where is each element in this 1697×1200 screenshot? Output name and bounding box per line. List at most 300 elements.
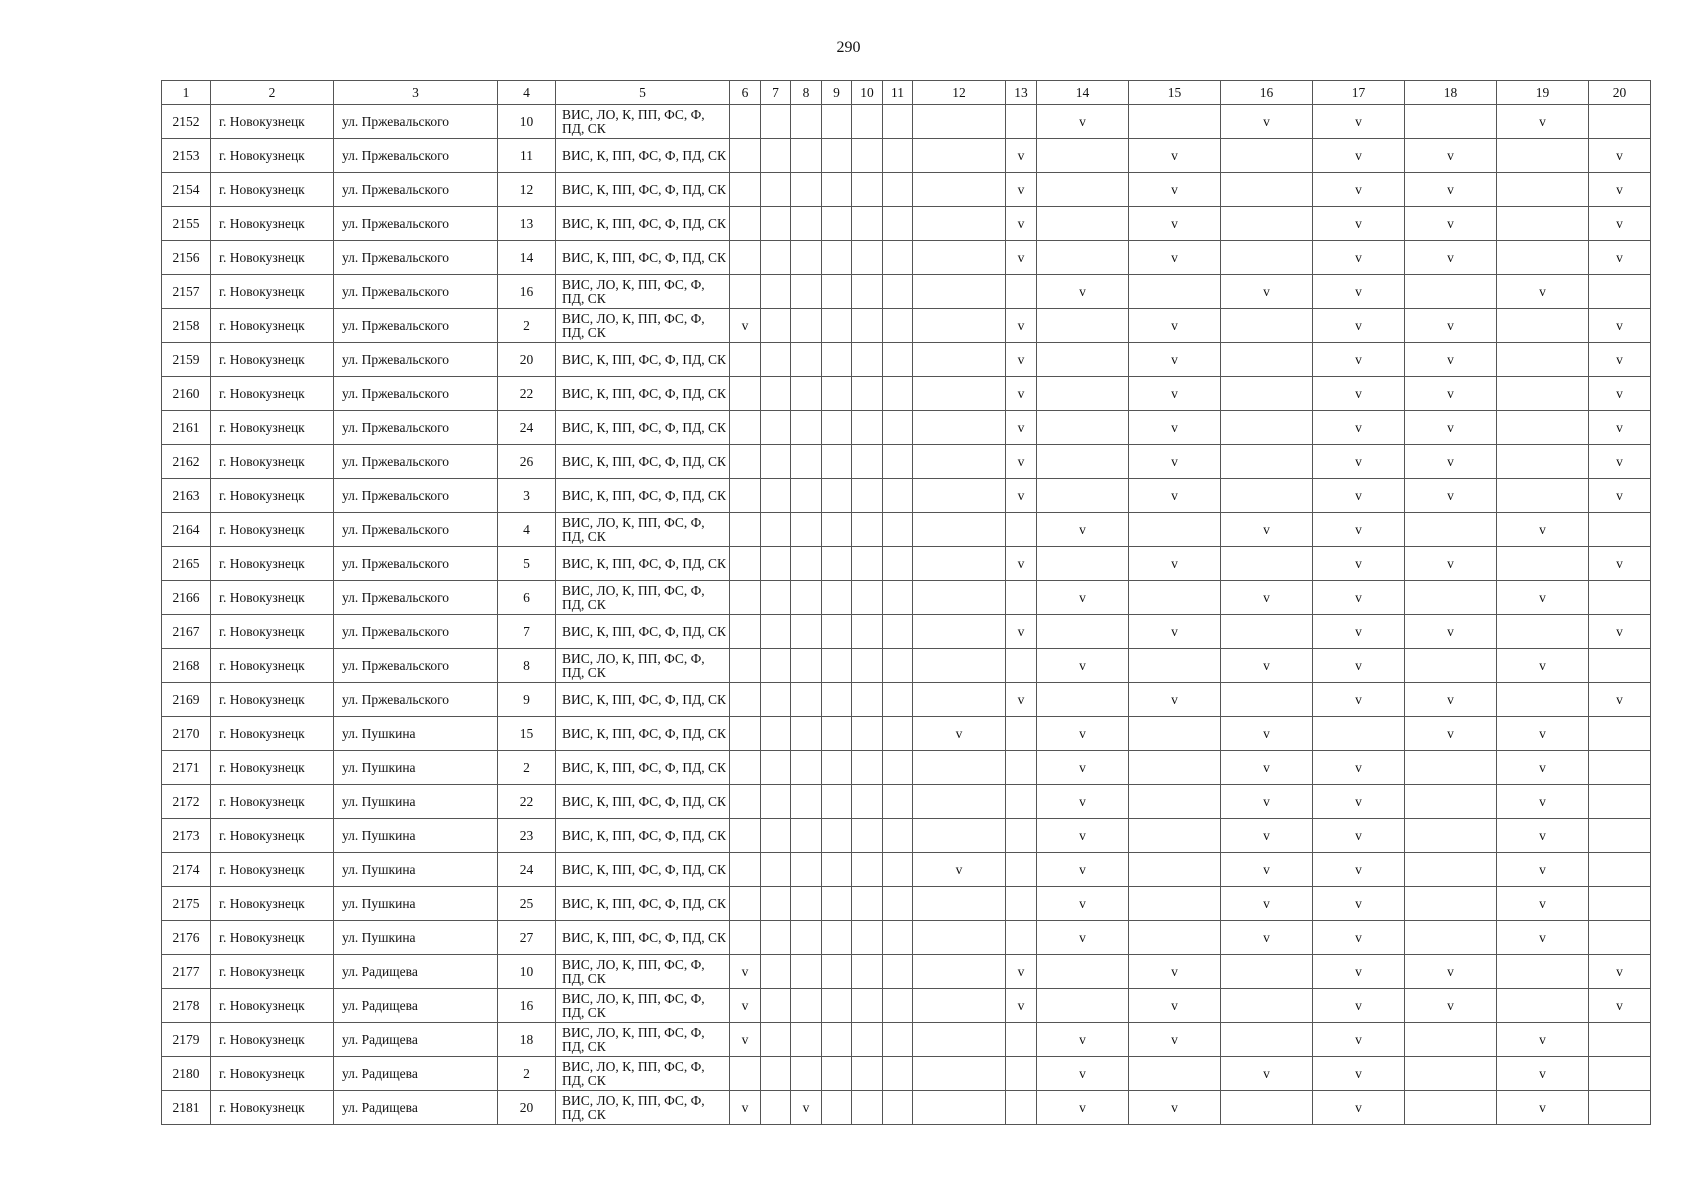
mark-cell-col-12 xyxy=(913,411,1006,445)
mark-cell-col-6 xyxy=(730,819,761,853)
column-header-5: 5 xyxy=(556,81,730,105)
mark-cell-col-8 xyxy=(791,547,822,581)
mark-cell-col-11 xyxy=(883,785,913,819)
services-cell: ВИС, ЛО, К, ПП, ФС, Ф, ПД, СК xyxy=(556,1057,730,1091)
column-header-13: 13 xyxy=(1006,81,1037,105)
mark-cell-col-13 xyxy=(1006,921,1037,955)
table-row xyxy=(162,309,1651,343)
mark-cell-col-17: v xyxy=(1313,173,1405,207)
mark-cell-col-11 xyxy=(883,139,913,173)
services-cell: ВИС, К, ПП, ФС, Ф, ПД, СК xyxy=(556,343,730,377)
mark-cell-col-19: v xyxy=(1497,785,1589,819)
mark-cell-col-11 xyxy=(883,343,913,377)
mark-cell-col-17: v xyxy=(1313,139,1405,173)
city-cell: г. Новокузнецк xyxy=(211,1023,334,1057)
mark-cell-col-6 xyxy=(730,241,761,275)
mark-cell-col-17: v xyxy=(1313,343,1405,377)
mark-cell-col-12 xyxy=(913,751,1006,785)
column-header-15: 15 xyxy=(1129,81,1221,105)
city-cell: г. Новокузнецк xyxy=(211,1091,334,1125)
mark-cell-col-7 xyxy=(761,853,791,887)
services-cell: ВИС, К, ПП, ФС, Ф, ПД, СК xyxy=(556,139,730,173)
mark-cell-col-11 xyxy=(883,275,913,309)
row-number: 2157 xyxy=(162,275,211,309)
row-number: 2170 xyxy=(162,717,211,751)
mark-cell-col-8 xyxy=(791,649,822,683)
mark-cell-col-20: v xyxy=(1589,989,1651,1023)
mark-cell-col-18: v xyxy=(1405,547,1497,581)
services-cell: ВИС, К, ПП, ФС, Ф, ПД, СК xyxy=(556,173,730,207)
mark-cell-col-11 xyxy=(883,989,913,1023)
row-number: 2173 xyxy=(162,819,211,853)
mark-cell-col-17: v xyxy=(1313,309,1405,343)
mark-cell-col-18: v xyxy=(1405,241,1497,275)
services-cell: ВИС, К, ПП, ФС, Ф, ПД, СК xyxy=(556,615,730,649)
mark-cell-col-7 xyxy=(761,479,791,513)
row-number: 2161 xyxy=(162,411,211,445)
mark-cell-col-17: v xyxy=(1313,819,1405,853)
street-cell: ул. Пржевальского xyxy=(334,649,498,683)
services-cell: ВИС, К, ПП, ФС, Ф, ПД, СК xyxy=(556,207,730,241)
services-cell: ВИС, ЛО, К, ПП, ФС, Ф, ПД, СК xyxy=(556,989,730,1023)
mark-cell-col-18 xyxy=(1405,1091,1497,1125)
mark-cell-col-6: v xyxy=(730,989,761,1023)
mark-cell-col-16 xyxy=(1221,989,1313,1023)
mark-cell-col-8 xyxy=(791,615,822,649)
mark-cell-col-7 xyxy=(761,445,791,479)
mark-cell-col-19: v xyxy=(1497,105,1589,139)
column-header-12: 12 xyxy=(913,81,1006,105)
mark-cell-col-15 xyxy=(1129,581,1221,615)
mark-cell-col-11 xyxy=(883,955,913,989)
services-cell: ВИС, ЛО, К, ПП, ФС, Ф, ПД, СК xyxy=(556,513,730,547)
mark-cell-col-11 xyxy=(883,377,913,411)
mark-cell-col-17: v xyxy=(1313,921,1405,955)
mark-cell-col-7 xyxy=(761,513,791,547)
mark-cell-col-11 xyxy=(883,1057,913,1091)
mark-cell-col-8 xyxy=(791,343,822,377)
mark-cell-col-12: v xyxy=(913,853,1006,887)
mark-cell-col-13: v xyxy=(1006,683,1037,717)
mark-cell-col-8 xyxy=(791,411,822,445)
table-row xyxy=(162,377,1651,411)
mark-cell-col-7 xyxy=(761,139,791,173)
street-cell: ул. Радищева xyxy=(334,1057,498,1091)
city-cell: г. Новокузнецк xyxy=(211,649,334,683)
row-number: 2171 xyxy=(162,751,211,785)
street-cell: ул. Пржевальского xyxy=(334,105,498,139)
mark-cell-col-11 xyxy=(883,173,913,207)
mark-cell-col-14: v xyxy=(1037,717,1129,751)
mark-cell-col-7 xyxy=(761,717,791,751)
mark-cell-col-11 xyxy=(883,479,913,513)
row-number: 2179 xyxy=(162,1023,211,1057)
mark-cell-col-10 xyxy=(852,819,883,853)
mark-cell-col-13 xyxy=(1006,1091,1037,1125)
mark-cell-col-7 xyxy=(761,343,791,377)
services-cell: ВИС, К, ПП, ФС, Ф, ПД, СК xyxy=(556,683,730,717)
mark-cell-col-18 xyxy=(1405,1023,1497,1057)
house-number-cell: 14 xyxy=(498,241,556,275)
mark-cell-col-10 xyxy=(852,1057,883,1091)
street-cell: ул. Радищева xyxy=(334,955,498,989)
row-number: 2166 xyxy=(162,581,211,615)
table-row xyxy=(162,717,1651,751)
mark-cell-col-18: v xyxy=(1405,343,1497,377)
mark-cell-col-19: v xyxy=(1497,819,1589,853)
mark-cell-col-13: v xyxy=(1006,241,1037,275)
mark-cell-col-14: v xyxy=(1037,1023,1129,1057)
mark-cell-col-16: v xyxy=(1221,785,1313,819)
street-cell: ул. Радищева xyxy=(334,989,498,1023)
city-cell: г. Новокузнецк xyxy=(211,445,334,479)
city-cell: г. Новокузнецк xyxy=(211,479,334,513)
column-header-3: 3 xyxy=(334,81,498,105)
mark-cell-col-14: v xyxy=(1037,513,1129,547)
house-number-cell: 20 xyxy=(498,1091,556,1125)
mark-cell-col-18: v xyxy=(1405,377,1497,411)
mark-cell-col-10 xyxy=(852,207,883,241)
mark-cell-col-12 xyxy=(913,683,1006,717)
mark-cell-col-19: v xyxy=(1497,649,1589,683)
street-cell: ул. Пушкина xyxy=(334,751,498,785)
mark-cell-col-6 xyxy=(730,513,761,547)
mark-cell-col-7 xyxy=(761,1091,791,1125)
services-cell: ВИС, К, ПП, ФС, Ф, ПД, СК xyxy=(556,479,730,513)
mark-cell-col-16 xyxy=(1221,955,1313,989)
mark-cell-col-6 xyxy=(730,139,761,173)
street-cell: ул. Пушкина xyxy=(334,819,498,853)
mark-cell-col-11 xyxy=(883,1091,913,1125)
city-cell: г. Новокузнецк xyxy=(211,343,334,377)
mark-cell-col-13: v xyxy=(1006,377,1037,411)
mark-cell-col-7 xyxy=(761,241,791,275)
mark-cell-col-13: v xyxy=(1006,411,1037,445)
mark-cell-col-18: v xyxy=(1405,445,1497,479)
house-number-cell: 8 xyxy=(498,649,556,683)
services-cell: ВИС, К, ПП, ФС, Ф, ПД, СК xyxy=(556,785,730,819)
row-number: 2180 xyxy=(162,1057,211,1091)
house-number-cell: 15 xyxy=(498,717,556,751)
mark-cell-col-13 xyxy=(1006,1057,1037,1091)
city-cell: г. Новокузнецк xyxy=(211,275,334,309)
street-cell: ул. Пушкина xyxy=(334,717,498,751)
mark-cell-col-7 xyxy=(761,649,791,683)
table-row xyxy=(162,275,1651,309)
street-cell: ул. Пржевальского xyxy=(334,275,498,309)
mark-cell-col-9 xyxy=(822,1023,852,1057)
mark-cell-col-19: v xyxy=(1497,1091,1589,1125)
mark-cell-col-13 xyxy=(1006,819,1037,853)
mark-cell-col-6: v xyxy=(730,1023,761,1057)
mark-cell-col-14: v xyxy=(1037,921,1129,955)
mark-cell-col-8 xyxy=(791,819,822,853)
column-header-4: 4 xyxy=(498,81,556,105)
page-number: 290 xyxy=(836,39,861,56)
mark-cell-col-17: v xyxy=(1313,275,1405,309)
row-number: 2172 xyxy=(162,785,211,819)
city-cell: г. Новокузнецк xyxy=(211,377,334,411)
mark-cell-col-8 xyxy=(791,207,822,241)
row-number: 2154 xyxy=(162,173,211,207)
mark-cell-col-17: v xyxy=(1313,785,1405,819)
mark-cell-col-20: v xyxy=(1589,615,1651,649)
mark-cell-col-13: v xyxy=(1006,139,1037,173)
mark-cell-col-6 xyxy=(730,377,761,411)
mark-cell-col-7 xyxy=(761,887,791,921)
city-cell: г. Новокузнецк xyxy=(211,309,334,343)
house-number-cell: 16 xyxy=(498,275,556,309)
mark-cell-col-20 xyxy=(1589,921,1651,955)
mark-cell-col-15: v xyxy=(1129,955,1221,989)
city-cell: г. Новокузнецк xyxy=(211,853,334,887)
table-row xyxy=(162,1091,1651,1125)
mark-cell-col-10 xyxy=(852,411,883,445)
mark-cell-col-14 xyxy=(1037,479,1129,513)
city-cell: г. Новокузнецк xyxy=(211,887,334,921)
mark-cell-col-10 xyxy=(852,173,883,207)
mark-cell-col-7 xyxy=(761,785,791,819)
mark-cell-col-19 xyxy=(1497,139,1589,173)
house-number-cell: 4 xyxy=(498,513,556,547)
mark-cell-col-13 xyxy=(1006,649,1037,683)
mark-cell-col-10 xyxy=(852,139,883,173)
mark-cell-col-13 xyxy=(1006,105,1037,139)
table-row xyxy=(162,105,1651,139)
mark-cell-col-15: v xyxy=(1129,683,1221,717)
mark-cell-col-20 xyxy=(1589,887,1651,921)
mark-cell-col-20 xyxy=(1589,1091,1651,1125)
mark-cell-col-7 xyxy=(761,1023,791,1057)
table-row xyxy=(162,989,1651,1023)
mark-cell-col-6 xyxy=(730,275,761,309)
mark-cell-col-6 xyxy=(730,717,761,751)
mark-cell-col-19 xyxy=(1497,343,1589,377)
mark-cell-col-14: v xyxy=(1037,1091,1129,1125)
mark-cell-col-8 xyxy=(791,921,822,955)
mark-cell-col-14: v xyxy=(1037,819,1129,853)
mark-cell-col-9 xyxy=(822,105,852,139)
mark-cell-col-13: v xyxy=(1006,479,1037,513)
mark-cell-col-15 xyxy=(1129,751,1221,785)
mark-cell-col-9 xyxy=(822,207,852,241)
mark-cell-col-14: v xyxy=(1037,887,1129,921)
mark-cell-col-20 xyxy=(1589,513,1651,547)
mark-cell-col-10 xyxy=(852,853,883,887)
mark-cell-col-19 xyxy=(1497,989,1589,1023)
mark-cell-col-9 xyxy=(822,717,852,751)
mark-cell-col-16: v xyxy=(1221,751,1313,785)
column-header-2: 2 xyxy=(211,81,334,105)
mark-cell-col-19 xyxy=(1497,547,1589,581)
mark-cell-col-18: v xyxy=(1405,717,1497,751)
mark-cell-col-17: v xyxy=(1313,547,1405,581)
mark-cell-col-15 xyxy=(1129,1057,1221,1091)
mark-cell-col-8 xyxy=(791,853,822,887)
services-cell: ВИС, К, ПП, ФС, Ф, ПД, СК xyxy=(556,853,730,887)
mark-cell-col-12 xyxy=(913,343,1006,377)
table-row xyxy=(162,955,1651,989)
street-cell: ул. Пржевальского xyxy=(334,343,498,377)
mark-cell-col-6 xyxy=(730,445,761,479)
services-cell: ВИС, ЛО, К, ПП, ФС, Ф, ПД, СК xyxy=(556,309,730,343)
table-row xyxy=(162,479,1651,513)
row-number: 2159 xyxy=(162,343,211,377)
table-row xyxy=(162,207,1651,241)
mark-cell-col-12 xyxy=(913,615,1006,649)
services-cell: ВИС, К, ПП, ФС, Ф, ПД, СК xyxy=(556,377,730,411)
house-number-cell: 26 xyxy=(498,445,556,479)
mark-cell-col-6 xyxy=(730,105,761,139)
mark-cell-col-20: v xyxy=(1589,445,1651,479)
house-number-cell: 7 xyxy=(498,615,556,649)
mark-cell-col-16 xyxy=(1221,479,1313,513)
mark-cell-col-12 xyxy=(913,921,1006,955)
city-cell: г. Новокузнецк xyxy=(211,751,334,785)
mark-cell-col-18: v xyxy=(1405,955,1497,989)
mark-cell-col-6 xyxy=(730,853,761,887)
mark-cell-col-17 xyxy=(1313,717,1405,751)
mark-cell-col-15 xyxy=(1129,921,1221,955)
mark-cell-col-6 xyxy=(730,173,761,207)
mark-cell-col-20 xyxy=(1589,717,1651,751)
house-number-cell: 27 xyxy=(498,921,556,955)
mark-cell-col-14 xyxy=(1037,615,1129,649)
mark-cell-col-14 xyxy=(1037,411,1129,445)
city-cell: г. Новокузнецк xyxy=(211,411,334,445)
mark-cell-col-17: v xyxy=(1313,581,1405,615)
mark-cell-col-17: v xyxy=(1313,887,1405,921)
mark-cell-col-12 xyxy=(913,105,1006,139)
services-cell: ВИС, ЛО, К, ПП, ФС, Ф, ПД, СК xyxy=(556,649,730,683)
mark-cell-col-6 xyxy=(730,1057,761,1091)
mark-cell-col-19 xyxy=(1497,207,1589,241)
mark-cell-col-16: v xyxy=(1221,1057,1313,1091)
mark-cell-col-15 xyxy=(1129,717,1221,751)
services-cell: ВИС, ЛО, К, ПП, ФС, Ф, ПД, СК xyxy=(556,105,730,139)
table-row xyxy=(162,921,1651,955)
row-number: 2175 xyxy=(162,887,211,921)
table-body xyxy=(162,105,1651,1125)
mark-cell-col-8 xyxy=(791,683,822,717)
mark-cell-col-15 xyxy=(1129,785,1221,819)
mark-cell-col-18: v xyxy=(1405,989,1497,1023)
mark-cell-col-15: v xyxy=(1129,1091,1221,1125)
mark-cell-col-13: v xyxy=(1006,445,1037,479)
mark-cell-col-18: v xyxy=(1405,411,1497,445)
city-cell: г. Новокузнецк xyxy=(211,717,334,751)
mark-cell-col-8 xyxy=(791,139,822,173)
street-cell: ул. Пржевальского xyxy=(334,615,498,649)
mark-cell-col-20 xyxy=(1589,1057,1651,1091)
row-number: 2167 xyxy=(162,615,211,649)
mark-cell-col-12 xyxy=(913,139,1006,173)
mark-cell-col-16: v xyxy=(1221,819,1313,853)
mark-cell-col-16 xyxy=(1221,207,1313,241)
mark-cell-col-14 xyxy=(1037,241,1129,275)
mark-cell-col-15: v xyxy=(1129,377,1221,411)
table-row xyxy=(162,445,1651,479)
mark-cell-col-9 xyxy=(822,275,852,309)
mark-cell-col-17: v xyxy=(1313,649,1405,683)
mark-cell-col-10 xyxy=(852,717,883,751)
mark-cell-col-8 xyxy=(791,241,822,275)
column-header-16: 16 xyxy=(1221,81,1313,105)
column-header-10: 10 xyxy=(852,81,883,105)
mark-cell-col-11 xyxy=(883,581,913,615)
mark-cell-col-19: v xyxy=(1497,275,1589,309)
mark-cell-col-14: v xyxy=(1037,581,1129,615)
mark-cell-col-10 xyxy=(852,445,883,479)
column-header-19: 19 xyxy=(1497,81,1589,105)
mark-cell-col-14: v xyxy=(1037,853,1129,887)
mark-cell-col-11 xyxy=(883,241,913,275)
mark-cell-col-14: v xyxy=(1037,785,1129,819)
mark-cell-col-17: v xyxy=(1313,479,1405,513)
mark-cell-col-19 xyxy=(1497,173,1589,207)
mark-cell-col-7 xyxy=(761,581,791,615)
mark-cell-col-13 xyxy=(1006,513,1037,547)
row-number: 2162 xyxy=(162,445,211,479)
mark-cell-col-19: v xyxy=(1497,581,1589,615)
mark-cell-col-11 xyxy=(883,547,913,581)
mark-cell-col-12 xyxy=(913,547,1006,581)
street-cell: ул. Пржевальского xyxy=(334,479,498,513)
table-row xyxy=(162,751,1651,785)
mark-cell-col-14: v xyxy=(1037,105,1129,139)
mark-cell-col-18 xyxy=(1405,887,1497,921)
mark-cell-col-9 xyxy=(822,513,852,547)
mark-cell-col-14 xyxy=(1037,309,1129,343)
mark-cell-col-9 xyxy=(822,955,852,989)
street-cell: ул. Пржевальского xyxy=(334,547,498,581)
mark-cell-col-10 xyxy=(852,785,883,819)
mark-cell-col-20: v xyxy=(1589,479,1651,513)
mark-cell-col-16 xyxy=(1221,615,1313,649)
mark-cell-col-6 xyxy=(730,683,761,717)
table-row xyxy=(162,819,1651,853)
mark-cell-col-14: v xyxy=(1037,1057,1129,1091)
city-cell: г. Новокузнецк xyxy=(211,241,334,275)
mark-cell-col-6 xyxy=(730,547,761,581)
mark-cell-col-14 xyxy=(1037,955,1129,989)
column-header-9: 9 xyxy=(822,81,852,105)
mark-cell-col-14 xyxy=(1037,989,1129,1023)
mark-cell-col-15: v xyxy=(1129,241,1221,275)
mark-cell-col-10 xyxy=(852,105,883,139)
mark-cell-col-15 xyxy=(1129,513,1221,547)
mark-cell-col-12 xyxy=(913,275,1006,309)
row-number: 2169 xyxy=(162,683,211,717)
house-number-cell: 13 xyxy=(498,207,556,241)
mark-cell-col-7 xyxy=(761,275,791,309)
city-cell: г. Новокузнецк xyxy=(211,615,334,649)
mark-cell-col-7 xyxy=(761,207,791,241)
mark-cell-col-15: v xyxy=(1129,207,1221,241)
mark-cell-col-8 xyxy=(791,785,822,819)
street-cell: ул. Пржевальского xyxy=(334,139,498,173)
mark-cell-col-17: v xyxy=(1313,1023,1405,1057)
mark-cell-col-13 xyxy=(1006,887,1037,921)
mark-cell-col-7 xyxy=(761,1057,791,1091)
mark-cell-col-16: v xyxy=(1221,717,1313,751)
mark-cell-col-7 xyxy=(761,547,791,581)
mark-cell-col-9 xyxy=(822,547,852,581)
mark-cell-col-9 xyxy=(822,581,852,615)
mark-cell-col-9 xyxy=(822,649,852,683)
mark-cell-col-15: v xyxy=(1129,309,1221,343)
services-cell: ВИС, К, ПП, ФС, Ф, ПД, СК xyxy=(556,819,730,853)
